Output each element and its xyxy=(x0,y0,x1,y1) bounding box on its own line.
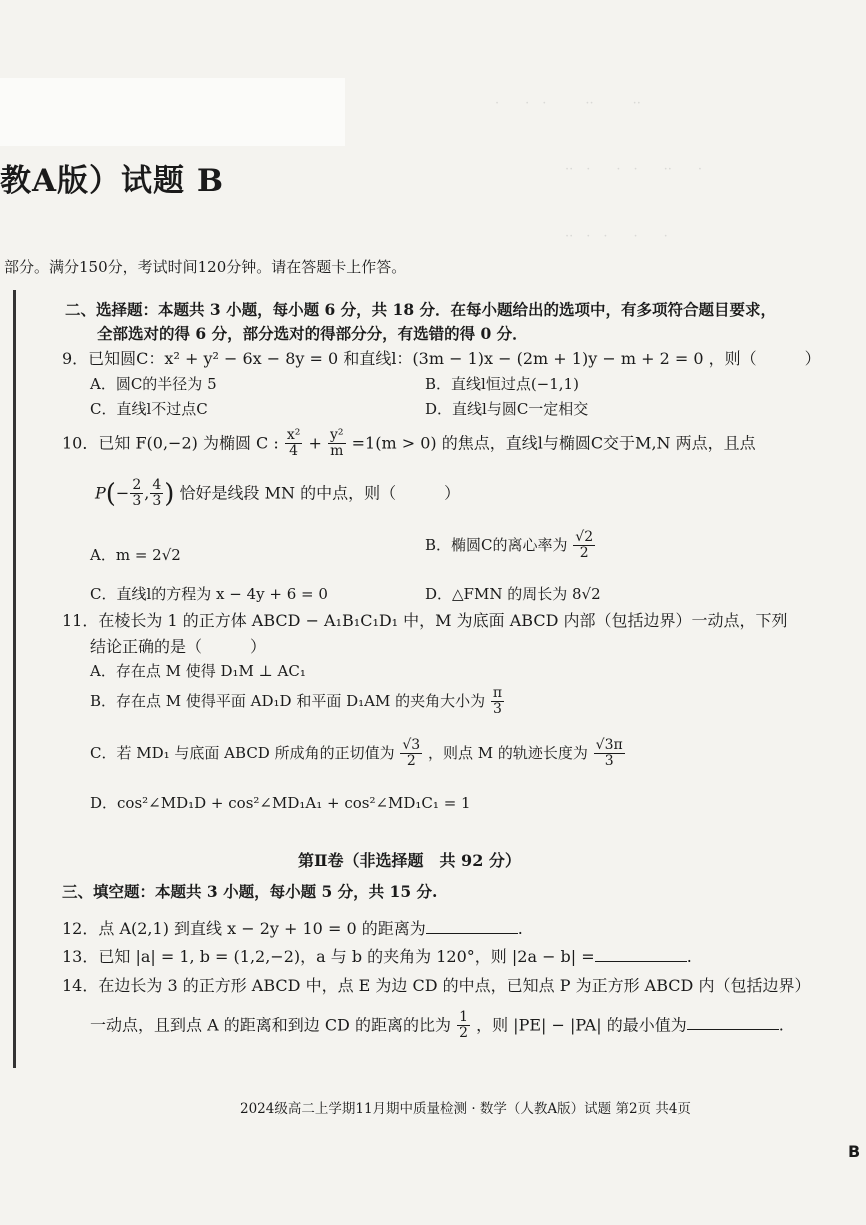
section-2-heading-line1: 二、选择题：本题共 3 小题，每小题 6 分，共 18 分．在每小题给出的选项中，有多项符合题目要求， xyxy=(65,300,777,319)
redacted-header-area xyxy=(0,78,345,146)
question-11-stem-line1: 11．在棱长为 1 的正方体 ABCD − A₁B₁C₁D₁ 中，M 为底面 ABCD 内部（包括边界）一动点，下列 xyxy=(62,611,788,630)
question-9-option-a: A．圆C的半径为 5 xyxy=(90,375,217,393)
fraction-4-over-3 xyxy=(150,478,163,510)
fraction-numerator: √3π xyxy=(595,737,623,753)
question-12-text: 12．点 A(2,1) 到直线 x − 2y + 10 = 0 的距离为 xyxy=(62,919,426,938)
question-10-text-c: 恰好是线段 MN 的中点，则（ ） xyxy=(179,483,461,503)
fraction-pi-over-3 xyxy=(491,686,504,718)
question-10-option-d: D．△FMN 的周长为 8√2 xyxy=(425,585,601,603)
section-2-heading-line2: 全部选对的得 6 分，部分选对的得部分分，有选错的得 0 分． xyxy=(97,324,528,343)
period: . xyxy=(517,919,523,938)
corner-mark: B xyxy=(848,1142,861,1161)
fraction-numerator: 2 xyxy=(132,477,142,493)
fraction-sqrt2-over-2 xyxy=(573,530,595,562)
question-9-option-d: D．直线l与圆C一定相交 xyxy=(425,400,589,418)
question-13 xyxy=(62,944,692,967)
fraction-numerator: 1 xyxy=(459,1009,468,1025)
answer-blank[interactable] xyxy=(595,947,687,962)
question-10-option-b xyxy=(425,530,596,562)
fraction-denominator: 3 xyxy=(604,753,614,770)
bleed-through-text: · · · ·· ·· xyxy=(495,96,641,111)
question-14-line1: 14．在边长为 3 的正方形 ABCD 中，点 E 为边 CD 的中点，已知点 P 为正方形 ABCD 内（包括边界） xyxy=(62,976,811,995)
fraction-sqrt3-over-2 xyxy=(400,738,422,770)
fraction-denominator: 3 xyxy=(132,493,142,510)
option-b-text: B．存在点 M 使得平面 AD₁D 和平面 D₁AM 的夹角大小为 xyxy=(90,691,486,710)
answer-blank[interactable] xyxy=(426,919,518,934)
question-9-option-b: B．直线l恒过点(−1,1) xyxy=(425,375,579,393)
fraction-y2-over-m xyxy=(328,428,346,460)
exam-title: 教A版）试题 B xyxy=(0,163,225,199)
minus-sign: − xyxy=(115,483,130,503)
fraction-2-over-3 xyxy=(130,478,143,510)
question-10-option-c: C．直线l的方程为 x − 4y + 6 = 0 xyxy=(90,585,328,603)
question-14-text-a: 一动点，且到点 A 的距离和到边 CD 的距离的比为 xyxy=(90,1015,451,1035)
part-2-title: 第Ⅱ卷（非选择题 共 92 分） xyxy=(298,851,521,870)
binding-line xyxy=(13,290,16,1068)
fraction-numerator: 4 xyxy=(152,477,162,493)
fraction-denominator: 2 xyxy=(406,753,416,770)
question-9-option-c: C．直线l不过点C xyxy=(90,400,208,418)
bleed-through-text: ·· · · · ·· · xyxy=(565,162,703,177)
question-10-stem-line2: P(− $\frac{2}{3}$ , $\frac{4}{3}$ ) 恰好是线段 MN 的中点，则（ ） xyxy=(95,477,461,510)
option-c-text: C．若 MD₁ 与底面 ABCD 所成角的正切值为 xyxy=(90,743,395,762)
fraction-x2-over-4 xyxy=(285,428,303,460)
question-11-option-a: A．存在点 M 使得 D₁M ⊥ AC₁ xyxy=(90,662,306,680)
period: . xyxy=(778,1015,784,1035)
fraction-denominator: 3 xyxy=(152,493,162,510)
section-3-heading: 三、填空题：本题共 3 小题，每小题 5 分，共 15 分. xyxy=(62,882,438,901)
exam-instructions: 部分。满分150分，考试时间120分钟。请在答题卡上作答。 xyxy=(4,258,407,276)
fraction-denominator: 2 xyxy=(459,1025,468,1042)
page-footer: 2024级高二上学期11月期中质量检测 · 数学（人教A版）试题 第2页 共4页 xyxy=(240,1101,691,1117)
question-11-option-c xyxy=(90,738,626,770)
fraction-numerator: π xyxy=(492,685,503,701)
fraction-denominator: 3 xyxy=(493,701,502,718)
fraction-denominator: m xyxy=(330,443,344,460)
question-11-option-d: D．cos²∠MD₁D + cos²∠MD₁A₁ + cos²∠MD₁C₁ = 1 xyxy=(90,794,471,812)
fraction-sqrt3pi-over-3 xyxy=(594,738,625,770)
option-c-text-mid: ，则点 M 的轨迹长度为 xyxy=(427,743,588,762)
fraction-numerator: y² xyxy=(329,427,344,443)
point-p-label: P xyxy=(95,483,106,503)
question-10-text-a: 10．已知 F(0,−2) 为椭圆 C : xyxy=(62,433,279,453)
option-b-text: B．椭圆C的离心率为 xyxy=(425,535,568,554)
question-10-option-a: A．m = 2√2 xyxy=(90,546,181,564)
fraction-numerator: √2 xyxy=(575,529,594,545)
question-11-stem-line2: 结论正确的是（ ） xyxy=(90,637,267,656)
question-9-stem: 9．已知圆C：x² + y² − 6x − 8y = 0 和直线l：(3m − 1)x − (2m + 1)y − m + 2 = 0 ，则（ ） xyxy=(62,349,821,368)
question-12 xyxy=(62,916,523,939)
question-10-stem-line1 xyxy=(62,428,756,460)
bleed-through-text: ·· · · · · xyxy=(565,229,668,244)
question-13-text: 13．已知 |a| = 1, b = (1,2,−2)，a 与 b 的夹角为 120°，则 |2a − b| = xyxy=(62,947,595,966)
period: . xyxy=(686,947,692,966)
question-11-option-b xyxy=(90,686,505,718)
question-14-text-b: ，则 |PE| − |PA| 的最小值为 xyxy=(476,1015,687,1035)
answer-blank[interactable] xyxy=(687,1015,779,1030)
question-14-line2 xyxy=(90,1010,784,1042)
fraction-denominator: 2 xyxy=(579,545,589,562)
fraction-numerator: √3 xyxy=(402,737,421,753)
fraction-denominator: 4 xyxy=(289,443,299,460)
question-10-text-b: =1(m > 0) 的焦点，直线l与椭圆C交于M,N 两点，且点 xyxy=(351,433,756,453)
fraction-1-over-2 xyxy=(457,1010,470,1042)
fraction-numerator: x² xyxy=(286,427,301,443)
plus-sign: + xyxy=(308,433,322,453)
